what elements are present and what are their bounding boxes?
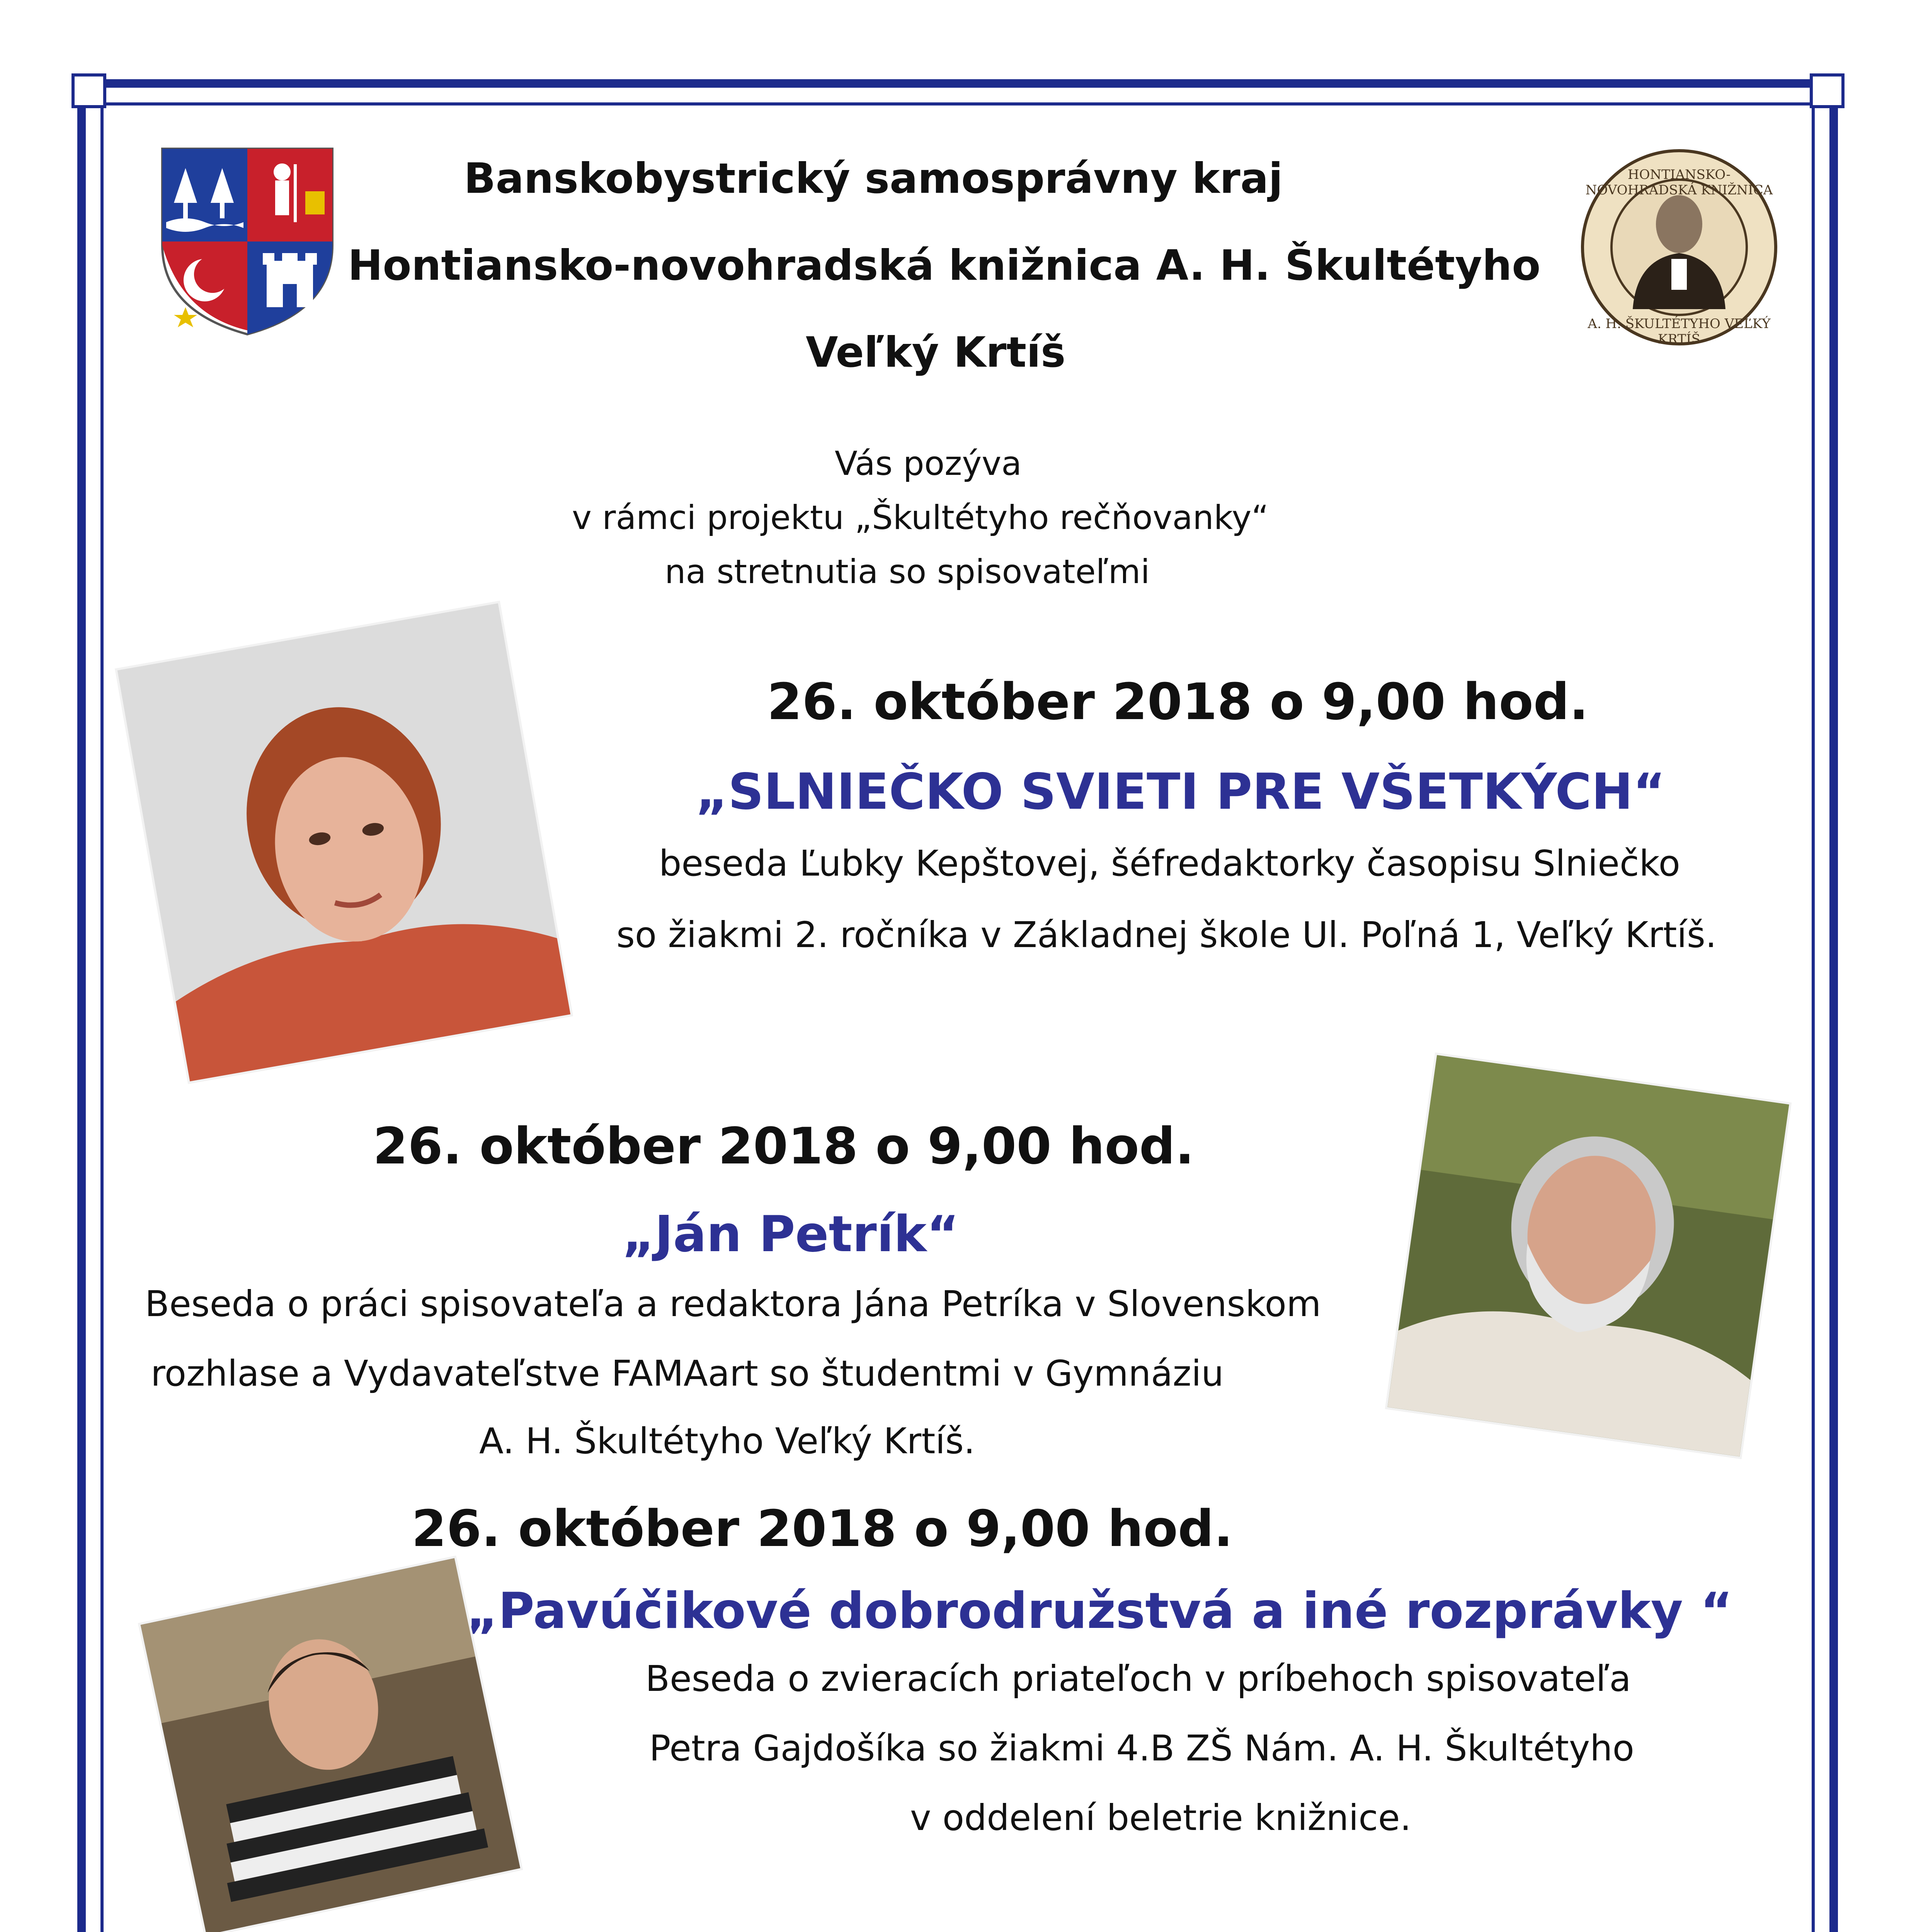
header-library: Hontiansko-novohradská knižnica A. H. Škultétyho [348,242,1541,290]
event-1-title: „SLNIEČKO SVIETI PRE VŠETKÝCH“ [696,763,1666,821]
invitation-line-3: na stretnutia so spisovateľmi [665,553,1150,591]
invitation-line-2: v rámci projektu „Škultétyho rečňovanky“ [572,498,1269,537]
invitation-line-1: Vás pozýva [835,444,1022,483]
event-2-date: 26. október 2018 o 9,00 hod. [373,1117,1195,1175]
event-3-date: 26. október 2018 o 9,00 hod. [412,1499,1233,1558]
photo-lubka-kepstova [117,603,570,1081]
header-region: Banskobystrický samosprávny kraj [464,155,1283,203]
header-town: Veľký Krtíš [806,328,1066,377]
border-corner [1810,73,1845,108]
seal-ring-text-bottom: A. H. ŠKULTÉTYHO VEĽKÝ KRTÍŠ [1588,316,1771,347]
event-1-date: 26. október 2018 o 9,00 hod. [767,672,1589,731]
event-1-desc-line-2: so žiakmi 2. ročníka v Základnej škole Ul. Poľná 1, Veľký Krtíš. [616,914,1717,956]
border-corner [71,73,106,108]
photo-jan-petrik [1387,1055,1789,1456]
event-2-title: „Ján Petrík“ [622,1206,959,1263]
event-2-desc-line-3: A. H. Škultétyho Veľký Krtíš. [479,1420,975,1462]
event-3-desc-line-2: Petra Gajdošíka so žiakmi 4.B ZŠ Nám. A. H. Škultétyho [649,1728,1634,1769]
seal-ring-text-top: HONTIANSKO-NOVOHRADSKÁ KNIŽNICA [1585,167,1773,198]
event-3-title: „Pavúčikové dobrodružstvá a iné rozprávky “ [466,1582,1733,1640]
event-1-desc-line-1: beseda Ľubky Kepštovej, šéfredaktorky časopisu Slniečko [659,843,1680,884]
photo-peter-gajdosik [141,1558,520,1932]
event-3-desc-line-3: v oddelení beletrie knižnice. [910,1797,1411,1838]
library-seal [1579,147,1780,348]
event-2-desc-line-1: Beseda o práci spisovateľa a redaktora Jána Petríka v Slovenskom [145,1283,1321,1325]
event-2-desc-line-2: rozhlase a Vydavateľstve FAMAart so študentmi v Gymnáziu [151,1353,1224,1394]
event-3-desc-line-1: Beseda o zvieracích priateľoch v príbehoch spisovateľa [645,1658,1631,1699]
region-coat-of-arms-icon [158,145,336,338]
